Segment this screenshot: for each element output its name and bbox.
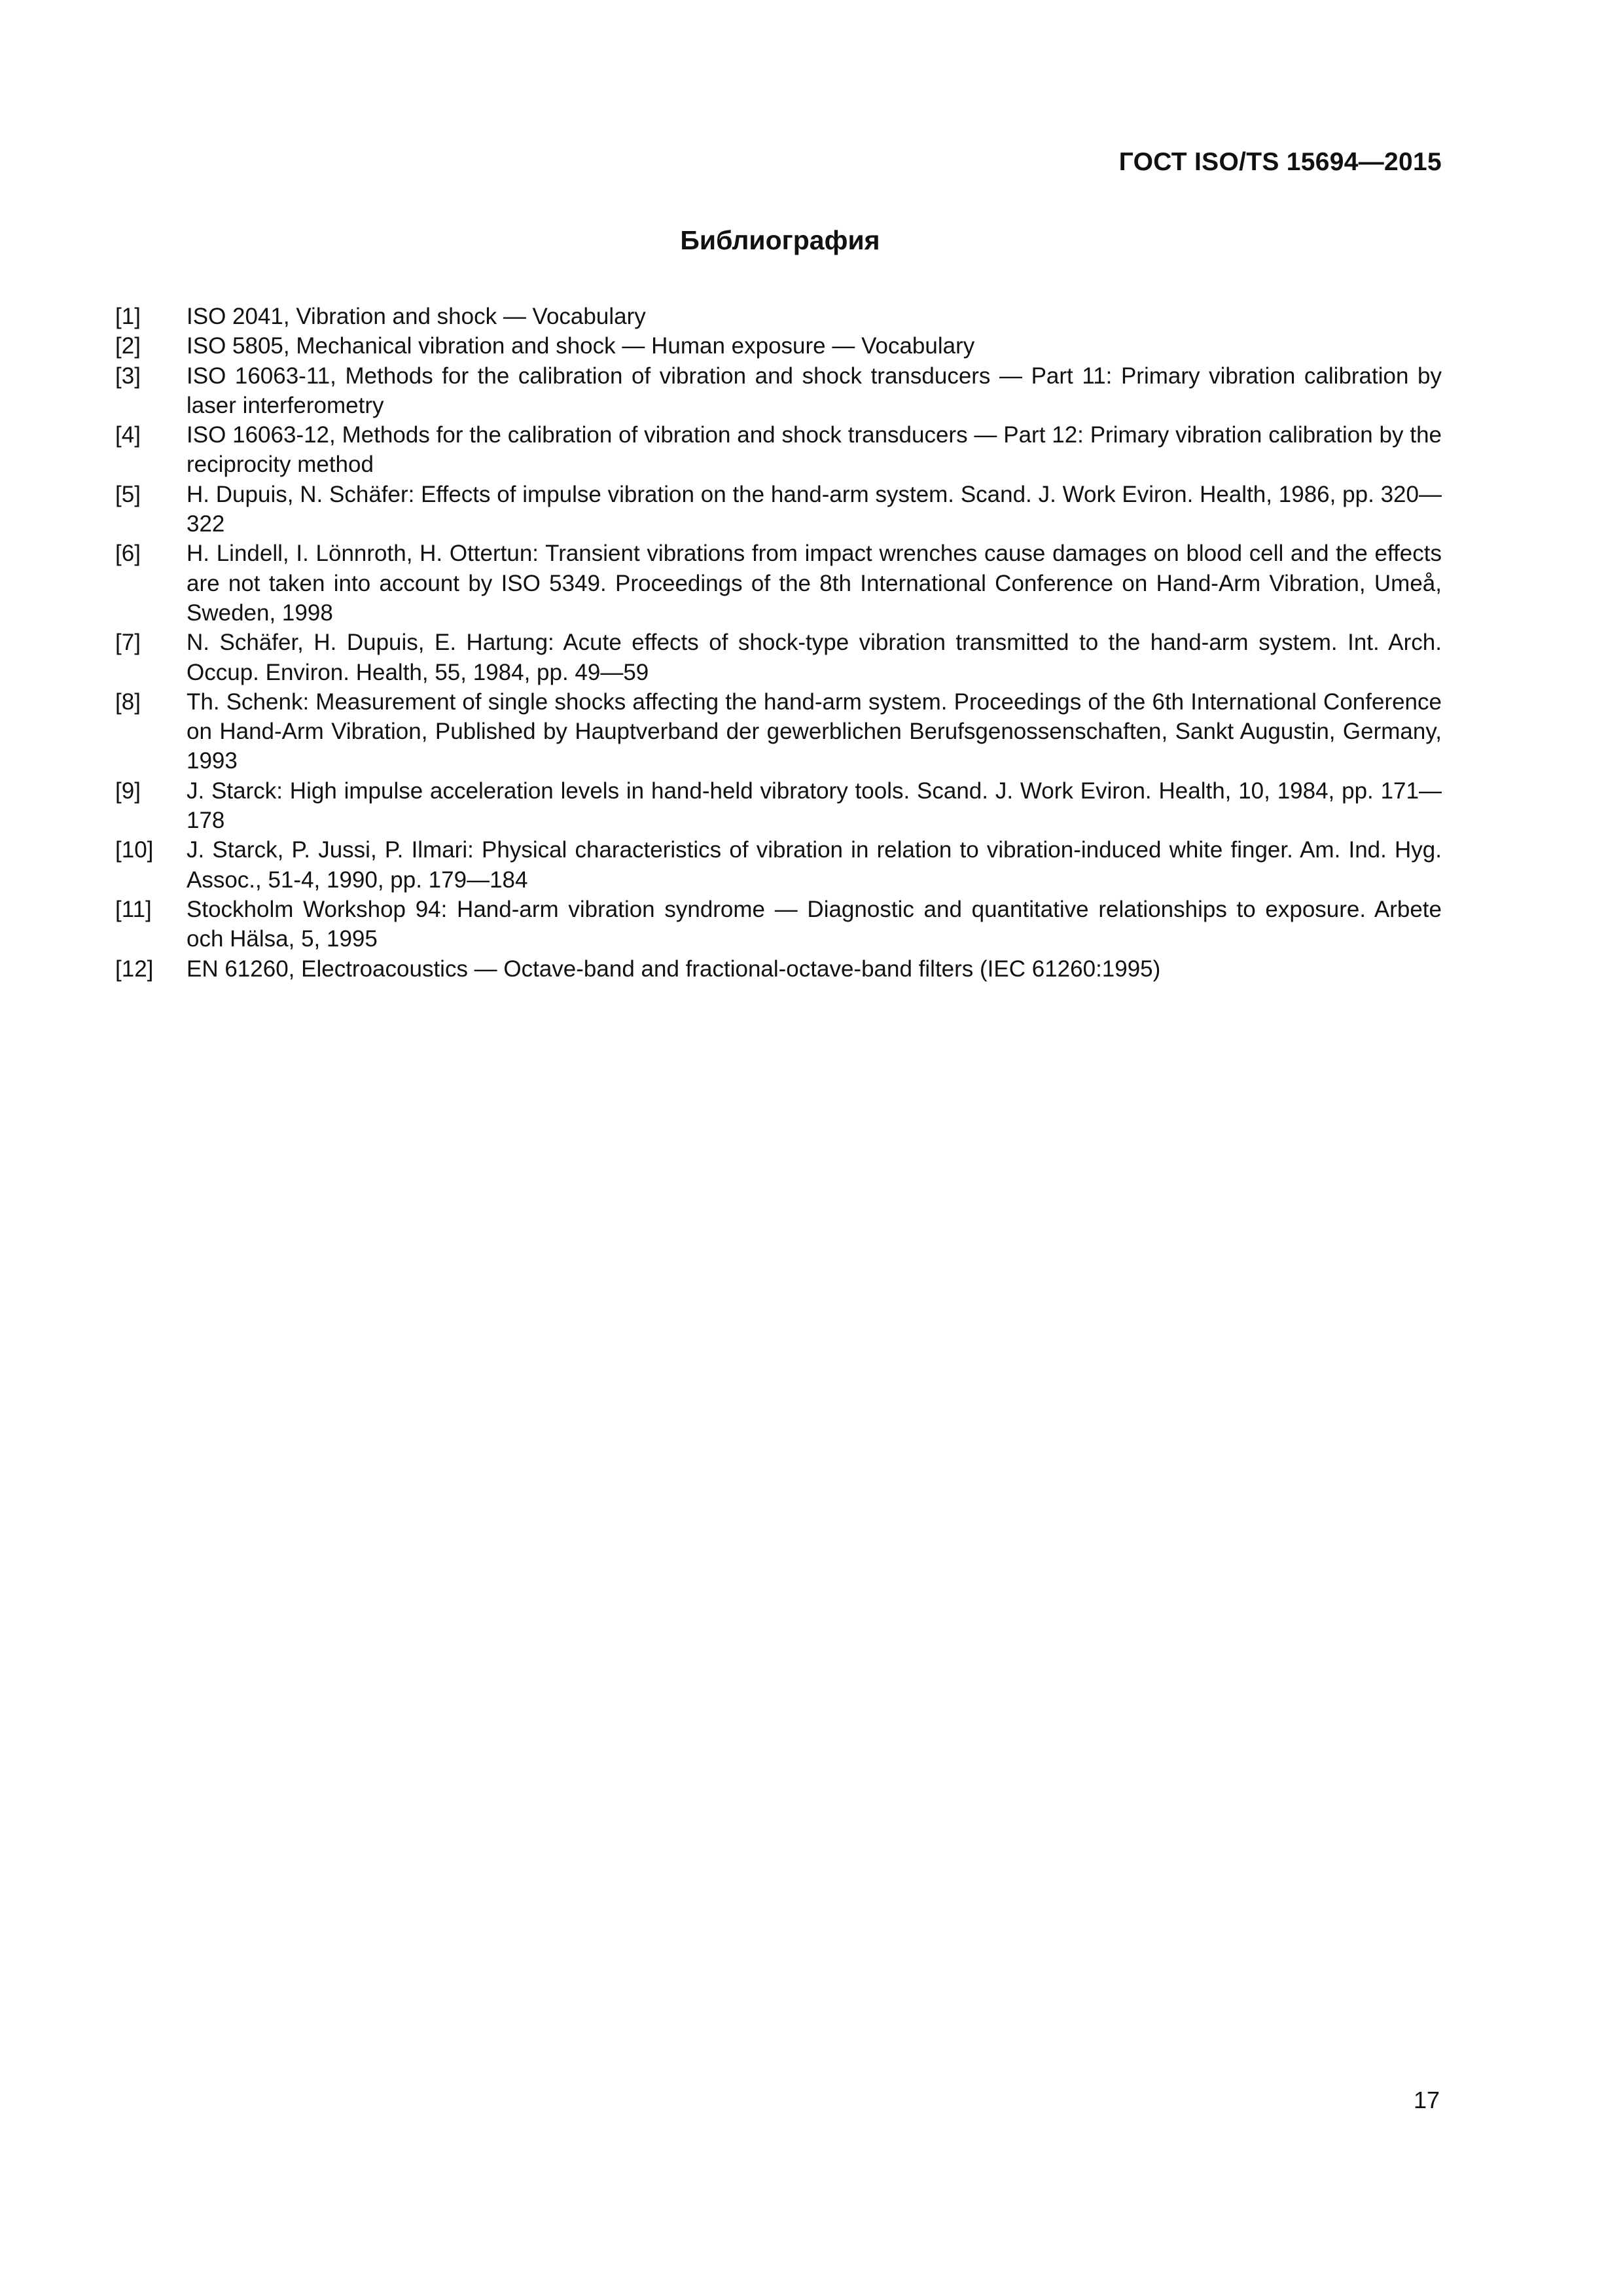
entry-text: H. Dupuis, N. Schäfer: Effects of impulse vibration on the hand-arm system. Scand. J. Work Eviron. Health, 1986, pp. 320—322 [187, 481, 1442, 537]
entry-number: [2] [115, 333, 141, 359]
entry-text: J. Starck, P. Jussi, P. Ilmari: Physical characteristics of vibration in relation to vibration-induced white finger. Am. Ind. Hyg. Assoc., 51-4, 1990, pp. 179—184 [187, 837, 1442, 893]
bibliography-entry [115, 628, 1442, 687]
entry-text: Stockholm Workshop 94: Hand-arm vibration syndrome — Diagnostic and quantitative relationships to exposure. Arbete och Hälsa, 5, 1995 [187, 896, 1442, 952]
page-number: 17 [1413, 2087, 1440, 2113]
entry-text: Th. Schenk: Measurement of single shocks affecting the hand-arm system. Proceedings of the 6th International Conference on Hand-Arm Vibration, Published by Hauptverband der gewerblichen Berufsgenossenschaften, Sankt Augustin, Germany, 1993 [187, 689, 1442, 774]
bibliography-entry [115, 302, 1442, 331]
entry-text: N. Schäfer, H. Dupuis, E. Hartung: Acute effects of shock-type vibration transmitted to the hand-arm system. Int. Arch. Occup. Environ. Health, 55, 1984, pp. 49—59 [187, 630, 1442, 685]
bibliography-entry [115, 954, 1442, 984]
entry-number: [4] [115, 422, 141, 448]
bibliography-entry [115, 895, 1442, 954]
entry-number: [8] [115, 689, 141, 715]
entry-number: [1] [115, 304, 141, 329]
entry-number: [7] [115, 630, 141, 656]
entry-text: ISO 16063-11, Methods for the calibration of vibration and shock transducers — Part 11: Primary vibration calibration by laser interferometry [187, 363, 1442, 418]
entry-text: ISO 2041, Vibration and shock — Vocabulary [187, 304, 646, 329]
entry-number: [6] [115, 541, 141, 567]
bibliography-list [115, 302, 1442, 984]
entry-text: ISO 16063-12, Methods for the calibration of vibration and shock transducers — Part 12: Primary vibration calibration by the reciprocity method [187, 422, 1442, 478]
entry-number: [12] [115, 956, 154, 982]
entry-number: [9] [115, 778, 141, 804]
bibliography-entry [115, 835, 1442, 895]
bibliography-title: Библиография [680, 225, 880, 255]
bibliography-entry [115, 480, 1442, 539]
entry-number: [5] [115, 481, 141, 507]
entry-number: [10] [115, 837, 154, 863]
bibliography-entry [115, 539, 1442, 628]
bibliography-entry [115, 776, 1442, 836]
bibliography-entry [115, 331, 1442, 361]
entry-text: ISO 5805, Mechanical vibration and shock — Human exposure — Vocabulary [187, 333, 975, 359]
entry-text: EN 61260, Electroacoustics — Octave-band and fractional-octave-band filters (IEC 61260:1995) [187, 956, 1161, 982]
bibliography-entry [115, 687, 1442, 776]
entry-text: H. Lindell, I. Lönnroth, H. Ottertun: Transient vibrations from impact wrenches cause damages on blood cell and the effects are not taken into account by ISO 5349. Proceedings of the 8th International Conference on Hand-Arm Vibration, Umeå, Sweden, 1998 [187, 541, 1442, 626]
entry-number: [3] [115, 363, 141, 389]
entry-text: J. Starck: High impulse acceleration levels in hand-held vibratory tools. Scand. J. Work Eviron. Health, 10, 1984, pp. 171—178 [187, 778, 1442, 834]
entry-number: [11] [115, 896, 152, 922]
document-code: ГОСТ ISO/TS 15694—2015 [1118, 148, 1442, 176]
bibliography-entry [115, 420, 1442, 480]
bibliography-entry [115, 361, 1442, 421]
